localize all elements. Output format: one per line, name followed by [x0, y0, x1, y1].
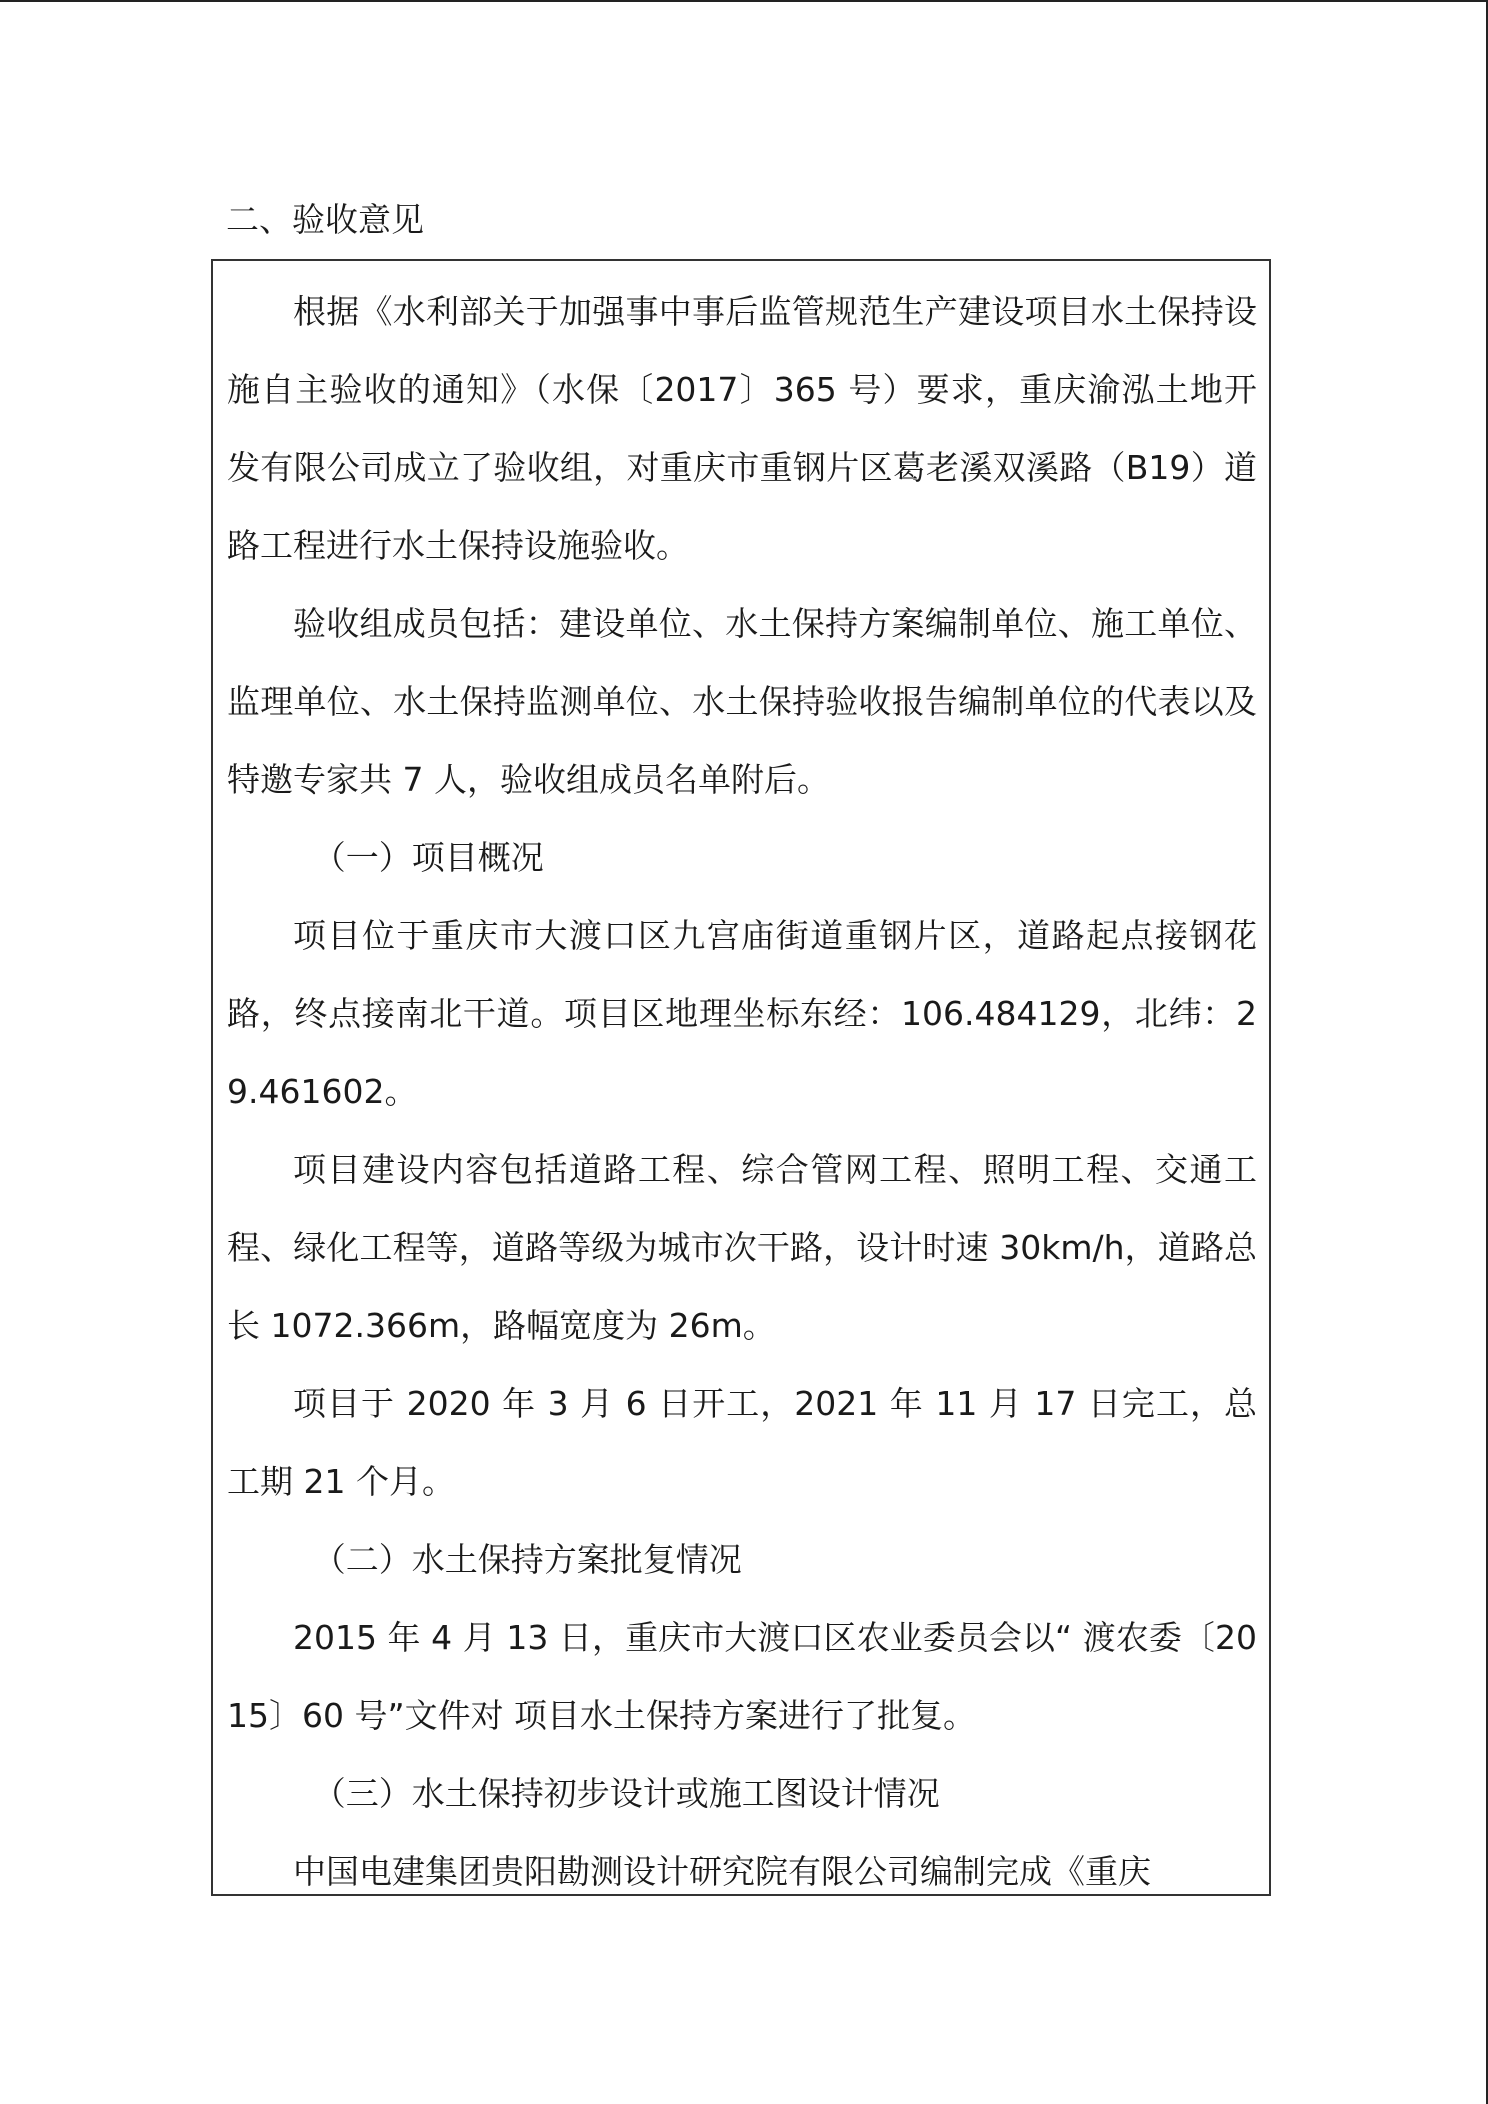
subheading-plan-approval: （二）水土保持方案批复情况 — [312, 1540, 742, 1579]
paragraph-design: 中国电建集团贵阳勘测设计研究院有限公司编制完成《重庆 — [293, 1852, 1151, 1891]
paragraph-basis: 根据《水利部关于加强事中事后监管规范生产建设项目水土保持设施自主验收的通知》（水保〔2017〕365 号）要求，重庆渝泓土地开发有限公司成立了验收组，对重庆市重钢片区葛老溪双溪路（B19）道路工程进行水土保持设施验收。 — [227, 292, 1257, 565]
paragraph-construction-content: 项目建设内容包括道路工程、综合管网工程、照明工程、交通工程、绿化工程等，道路等级为城市次干路，设计时速 30km/h，道路总长 1072.366m，路幅宽度为 26m。 — [227, 1150, 1257, 1345]
subheading-design: （三）水土保持初步设计或施工图设计情况 — [312, 1774, 940, 1813]
acceptance-opinion-box — [211, 259, 1271, 1896]
paragraph-members: 验收组成员包括：建设单位、水土保持方案编制单位、施工单位、监理单位、水土保持监测单位、水土保持验收报告编制单位的代表以及特邀专家共 7 人，验收组成员名单附后。 — [227, 604, 1257, 799]
opinion-content — [227, 273, 1257, 1896]
paragraph-approval: 2015 年 4 月 13 日，重庆市大渡口区农业委员会以“ 渡农委〔2015〕60 号”文件对 项目水土保持方案进行了批复。 — [227, 1618, 1257, 1735]
paragraph-schedule: 项目于 2020 年 3 月 6 日开工，2021 年 11 月 17 日完工，总工期 21 个月。 — [227, 1384, 1257, 1501]
paragraph-location: 项目位于重庆市大渡口区九宫庙街道重钢片区，道路起点接钢花路，终点接南北干道。项目区地理坐标东经：106.484129，北纬：29.461602。 — [227, 916, 1257, 1111]
subheading-project-overview: （一）项目概况 — [312, 838, 544, 877]
section-heading: 二、验收意见 — [226, 200, 424, 239]
